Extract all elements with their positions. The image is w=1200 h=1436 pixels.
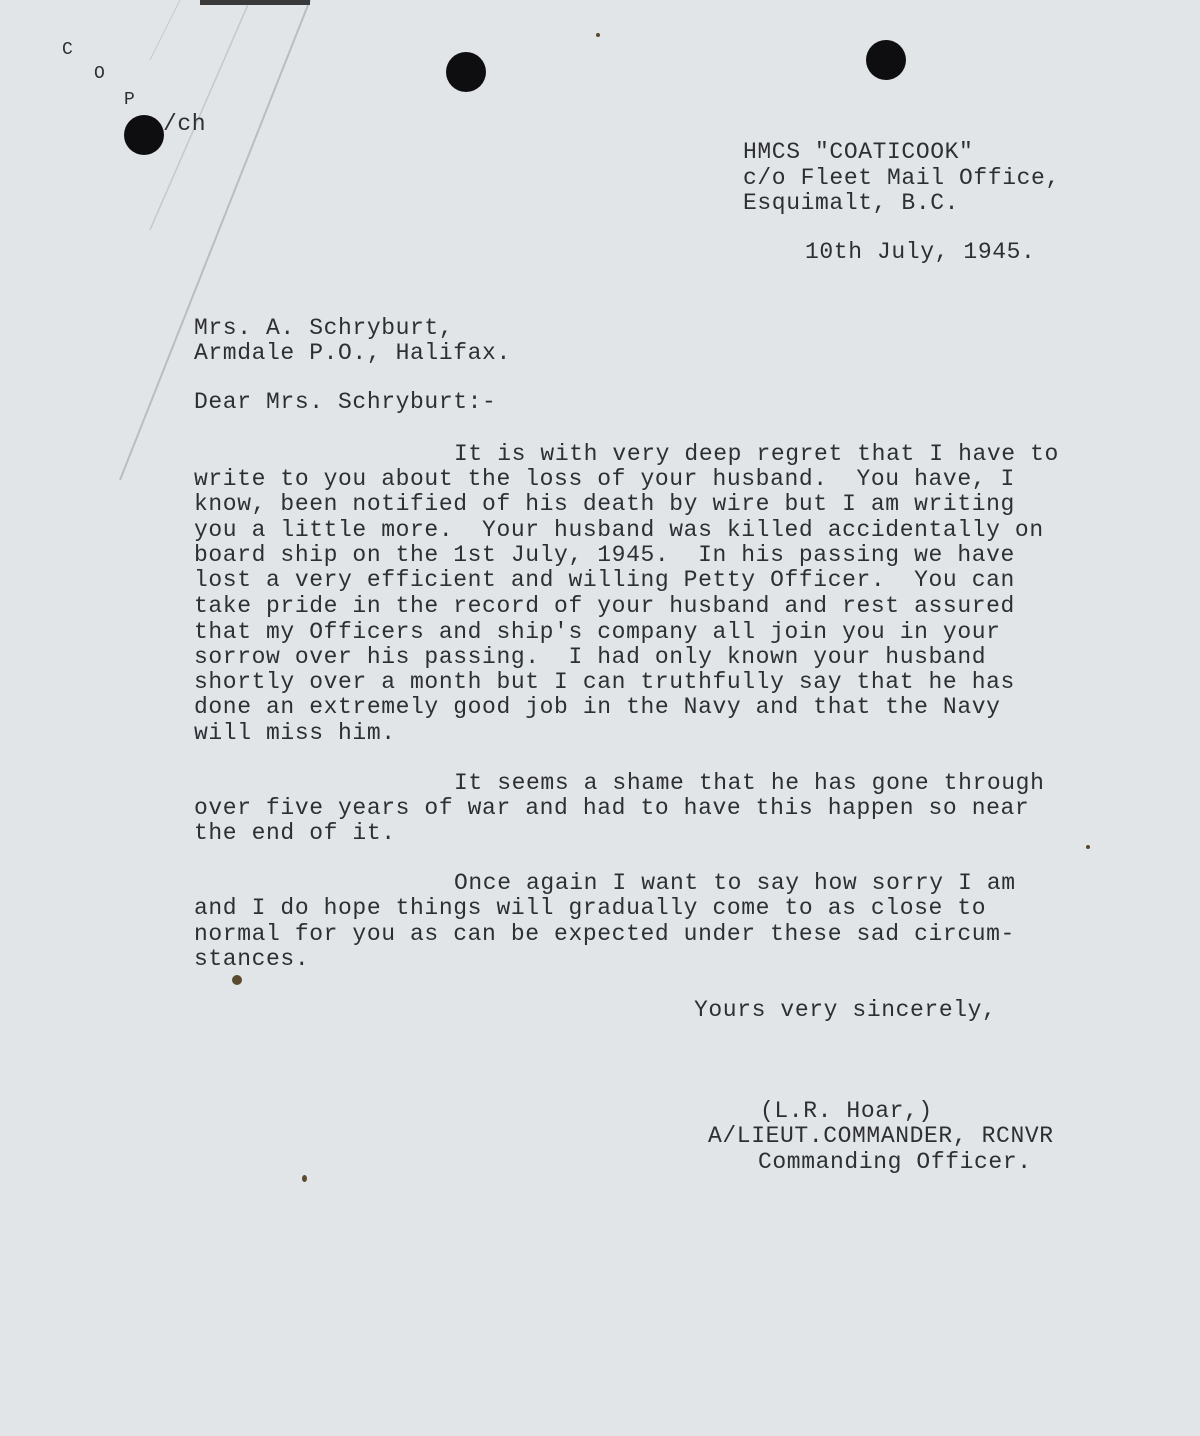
ink-speck bbox=[1086, 845, 1090, 849]
ink-speck bbox=[302, 1175, 307, 1182]
letter-date: 10th July, 1945. bbox=[805, 239, 1036, 265]
recipient-address-line: Armdale P.O., Halifax. bbox=[194, 340, 511, 366]
signer-rank: A/LIEUT.COMMANDER, RCNVR bbox=[708, 1123, 1054, 1149]
body-line: shortly over a month but I can truthfully say that he has bbox=[194, 669, 1015, 695]
recipient-name: Mrs. A. Schryburt, bbox=[194, 315, 454, 341]
body-line: done an extremely good job in the Navy and that the Navy bbox=[194, 694, 1001, 720]
punch-hole-left bbox=[124, 115, 164, 155]
body-line: It seems a shame that he has gone through bbox=[454, 770, 1045, 796]
punch-hole-middle bbox=[446, 52, 486, 92]
body-line: It is with very deep regret that I have to bbox=[454, 441, 1059, 467]
body-line: that my Officers and ship's company all join you in your bbox=[194, 619, 1001, 645]
body-line: sorrow over his passing. I had only known your husband bbox=[194, 644, 987, 670]
copy-mark-o: O bbox=[94, 64, 105, 84]
body-line: will miss him. bbox=[194, 720, 396, 746]
copy-mark-c: C bbox=[62, 40, 73, 60]
body-line: stances. bbox=[194, 946, 310, 972]
salutation: Dear Mrs. Schryburt:- bbox=[194, 389, 497, 415]
signer-name: (L.R. Hoar,) bbox=[760, 1098, 933, 1124]
body-line: normal for you as can be expected under these sad circum- bbox=[194, 921, 1015, 947]
signer-title: Commanding Officer. bbox=[758, 1149, 1032, 1175]
body-line: board ship on the 1st July, 1945. In his passing we have bbox=[194, 542, 1015, 568]
body-line: over five years of war and had to have this happen so near bbox=[194, 795, 1030, 821]
body-line: lost a very efficient and willing Petty Officer. You can bbox=[194, 567, 1015, 593]
body-line: Once again I want to say how sorry I am bbox=[454, 870, 1016, 896]
closing: Yours very sincerely, bbox=[694, 997, 997, 1023]
ink-speck bbox=[596, 33, 600, 37]
body-line: write to you about the loss of your husband. You have, I bbox=[194, 466, 1015, 492]
punch-hole-right bbox=[866, 40, 906, 80]
sender-location: Esquimalt, B.C. bbox=[743, 190, 960, 216]
reference-initials: /ch bbox=[163, 111, 207, 137]
sender-mail: c/o Fleet Mail Office, bbox=[743, 165, 1060, 191]
body-line: the end of it. bbox=[194, 820, 396, 846]
body-line: and I do hope things will gradually come to as close to bbox=[194, 895, 987, 921]
body-line: take pride in the record of your husband and rest assured bbox=[194, 593, 1015, 619]
copy-mark-p: P bbox=[124, 90, 135, 110]
ink-speck bbox=[232, 975, 242, 985]
body-line: know, been notified of his death by wire but I am writing bbox=[194, 491, 1015, 517]
body-line: you a little more. Your husband was killed accidentally on bbox=[194, 517, 1044, 543]
sender-ship: HMCS "COATICOOK" bbox=[743, 139, 974, 165]
